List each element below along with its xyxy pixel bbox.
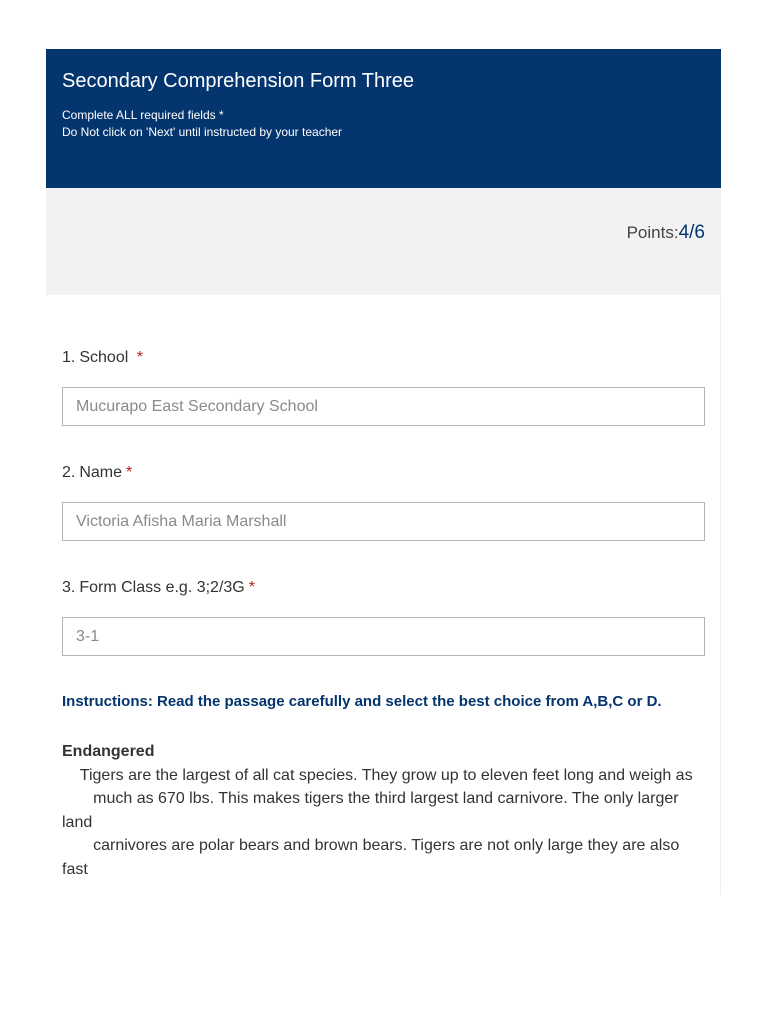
next-button-note: Do Not click on 'Next' until instructed by your teacher bbox=[62, 125, 343, 139]
name-input[interactable] bbox=[62, 502, 705, 541]
question-school bbox=[62, 348, 704, 426]
instructions-text: Instructions: Read the passage carefully and select the best choice from A,B,C or D. bbox=[62, 693, 662, 710]
points-value: 4/6 bbox=[678, 222, 705, 243]
form-card bbox=[46, 49, 721, 931]
form-body bbox=[46, 295, 721, 895]
question-form-class bbox=[62, 578, 704, 656]
form-class-input[interactable] bbox=[62, 617, 705, 656]
passage-line: Tigers are the largest of all cat species. They grow up to eleven feet long and weigh as bbox=[62, 766, 693, 784]
required-asterisk: * bbox=[248, 579, 255, 596]
points-label: Points: bbox=[626, 223, 679, 242]
required-asterisk: * bbox=[136, 349, 143, 366]
passage bbox=[62, 740, 704, 881]
question-label bbox=[62, 348, 704, 368]
school-input[interactable] bbox=[62, 387, 705, 426]
question-text: Form Class e.g. 3;2/3G bbox=[79, 579, 245, 596]
question-label bbox=[62, 463, 704, 483]
question-number: 1. bbox=[62, 349, 76, 366]
question-text: School bbox=[79, 349, 129, 366]
question-number: 2. bbox=[62, 464, 76, 481]
passage-title: Endangered bbox=[62, 743, 155, 760]
question-text: Name bbox=[79, 464, 123, 481]
question-name bbox=[62, 463, 704, 541]
question-number: 3. bbox=[62, 579, 76, 596]
form-header bbox=[46, 49, 721, 188]
passage-line: much as 670 lbs. This makes tigers the third largest land carnivore. The only larger land bbox=[62, 790, 679, 831]
required-fields-note: Complete ALL required fields * bbox=[62, 108, 224, 122]
form-title: Secondary Comprehension Form Three bbox=[62, 70, 415, 92]
question-label bbox=[62, 578, 704, 598]
passage-line: carnivores are polar bears and brown bears. Tigers are not only large they are also fast bbox=[62, 837, 680, 878]
points-display bbox=[627, 222, 705, 244]
points-band bbox=[46, 188, 721, 295]
required-asterisk: * bbox=[126, 464, 133, 481]
